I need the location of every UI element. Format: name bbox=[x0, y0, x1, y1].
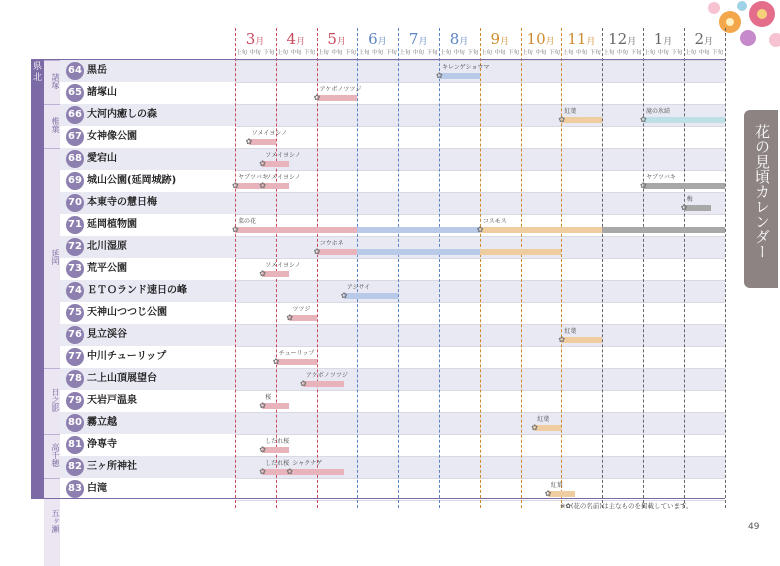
month-header bbox=[643, 30, 683, 48]
decade-label: 中旬 bbox=[331, 50, 343, 56]
flower-icon: ✿ bbox=[286, 467, 294, 476]
flower-label: アケボノツツジ bbox=[306, 372, 348, 379]
month-divider bbox=[480, 28, 481, 508]
month-divider bbox=[357, 28, 358, 508]
flower-label: ツツジ bbox=[292, 306, 311, 313]
flower-label: 紅葉 bbox=[550, 482, 563, 489]
decade-label: 中旬 bbox=[290, 50, 302, 56]
month-unit: 月 bbox=[627, 37, 637, 47]
decade-label: 下旬 bbox=[712, 50, 724, 56]
subregion-label: 高千穂 bbox=[51, 442, 60, 467]
bloom-bar bbox=[480, 227, 602, 233]
month-unit: 月 bbox=[500, 37, 510, 47]
flower-label: ソメイヨシノ bbox=[251, 130, 288, 137]
bloom-bar bbox=[317, 95, 358, 101]
month-header bbox=[317, 30, 357, 48]
spot-number: 70 bbox=[66, 194, 84, 212]
table-row bbox=[60, 368, 725, 390]
decade-label: 中旬 bbox=[372, 50, 384, 56]
month-unit: 月 bbox=[704, 37, 714, 47]
flower-label: ソメイヨシノ bbox=[265, 262, 301, 269]
month-header bbox=[561, 30, 601, 48]
spot-number: 66 bbox=[66, 106, 84, 124]
bloom-bar bbox=[548, 491, 575, 497]
spot-name: 天神山つつじ公園 bbox=[87, 307, 167, 318]
flower-icon: ✿ bbox=[558, 115, 566, 124]
spot-name: 諸塚山 bbox=[87, 87, 117, 98]
flower-label: キレンゲショウマ bbox=[442, 64, 490, 71]
spot-number: 74 bbox=[66, 282, 84, 300]
table-top-border bbox=[31, 59, 725, 60]
flower-label: ヤブツバキ bbox=[238, 174, 268, 181]
month-number: 9 bbox=[490, 30, 501, 48]
spot-name: 二上山頂展望台 bbox=[87, 373, 157, 384]
decade-label: 下旬 bbox=[344, 50, 356, 56]
region-strip bbox=[31, 60, 44, 498]
spot-name: 見立渓谷 bbox=[87, 329, 127, 340]
bloom-bar bbox=[276, 359, 317, 365]
decade-label: 上旬 bbox=[358, 50, 370, 56]
spot-number: 73 bbox=[66, 260, 84, 278]
bloom-bar bbox=[357, 249, 479, 255]
bloom-bar bbox=[262, 469, 289, 475]
bloom-bar bbox=[534, 425, 561, 431]
flower-icon: ✿ bbox=[259, 181, 266, 190]
spot-number: 78 bbox=[66, 370, 84, 388]
flower-icon: ✿ bbox=[544, 489, 552, 498]
month-header bbox=[439, 30, 479, 48]
spot-number: 82 bbox=[66, 458, 84, 476]
decade-label: 上旬 bbox=[480, 50, 492, 56]
month-header bbox=[276, 30, 316, 48]
bloom-bar bbox=[643, 183, 725, 189]
flower-icon: ✿ bbox=[286, 313, 294, 322]
spot-number: 83 bbox=[66, 480, 84, 498]
decade-label: 中旬 bbox=[657, 50, 669, 56]
month-header bbox=[398, 30, 438, 48]
flower-icon: ✿ bbox=[232, 181, 239, 190]
spot-name: 中川チューリップ bbox=[87, 351, 167, 362]
decade-label: 中旬 bbox=[494, 50, 506, 56]
bloom-bar bbox=[262, 447, 289, 453]
subregion-label: 諸塚 bbox=[51, 73, 60, 89]
spot-name: 三ヶ所神社 bbox=[87, 461, 137, 472]
flower-label: 滝の氷結 bbox=[646, 108, 671, 115]
spot-name: 延岡植物園 bbox=[87, 219, 137, 230]
spot-name: 荒平公園 bbox=[87, 263, 127, 274]
flower-label: コウホネ bbox=[319, 240, 344, 247]
flower-label: ソメイヨシノ bbox=[265, 152, 301, 159]
month-number: 5 bbox=[327, 30, 337, 48]
spot-number: 81 bbox=[66, 436, 84, 454]
flower-icon: ✿ bbox=[340, 291, 348, 300]
footnote: ※✿(花の名前)は主なものを掲載しています。 bbox=[560, 502, 693, 510]
month-number: 12 bbox=[608, 30, 628, 48]
spot-name: 愛宕山 bbox=[87, 153, 117, 164]
decade-label: 下旬 bbox=[467, 50, 479, 56]
decade-label: 上旬 bbox=[399, 50, 411, 56]
flower-icon: ✿ bbox=[300, 379, 307, 388]
month-header bbox=[357, 30, 397, 48]
flower-label: 紅葉 bbox=[564, 328, 577, 335]
flower-icon: ✿ bbox=[259, 445, 266, 454]
flower-icon: ✿ bbox=[476, 225, 484, 234]
decade-label: 下旬 bbox=[671, 50, 683, 56]
decade-label: 上旬 bbox=[317, 50, 329, 56]
bloom-bar bbox=[439, 73, 480, 79]
table-row bbox=[60, 60, 725, 82]
month-number: 3 bbox=[245, 30, 256, 48]
flower-icon: ✿ bbox=[436, 71, 443, 80]
month-unit: 月 bbox=[336, 37, 346, 47]
flower-label: アジサイ bbox=[346, 284, 371, 291]
flower-label: ソメイヨシノ bbox=[265, 174, 301, 181]
month-divider bbox=[521, 28, 522, 508]
table-bottom-border bbox=[31, 498, 725, 499]
spot-number: 71 bbox=[66, 216, 84, 234]
flower-icon: ✿ bbox=[313, 247, 321, 256]
spot-name: 黒岳 bbox=[87, 65, 107, 76]
flower-label: しだれ桜 bbox=[265, 460, 290, 467]
decade-label: 中旬 bbox=[249, 50, 261, 56]
bloom-bar bbox=[262, 161, 289, 167]
bloom-bar bbox=[249, 139, 276, 145]
decade-label: 中旬 bbox=[535, 50, 547, 56]
decade-label: 中旬 bbox=[616, 50, 628, 56]
month-unit: 月 bbox=[296, 37, 306, 47]
month-divider bbox=[602, 28, 603, 508]
flower-label: コスモス bbox=[482, 218, 507, 225]
flower-icon: ✿ bbox=[313, 93, 321, 102]
bloom-bar bbox=[262, 271, 289, 277]
subregion-label: 椎葉 bbox=[51, 117, 60, 133]
spot-name: ＥＴＯランド速日の峰 bbox=[87, 285, 187, 296]
flower-icon: ✿ bbox=[232, 225, 239, 234]
flower-icon: ✿ bbox=[640, 181, 647, 190]
subregion-label: 延岡 bbox=[51, 249, 60, 265]
decade-label: 下旬 bbox=[508, 50, 520, 56]
month-number: 7 bbox=[408, 30, 419, 48]
subregion-label: 日之影 bbox=[51, 387, 60, 412]
flower-icon: ✿ bbox=[259, 401, 266, 410]
month-header bbox=[235, 30, 275, 48]
spot-number: 67 bbox=[66, 128, 84, 146]
flower-icon: ✿ bbox=[531, 423, 538, 432]
table-row bbox=[60, 324, 725, 346]
spot-name: 浄専寺 bbox=[87, 439, 117, 450]
flower-label: 桜 bbox=[265, 394, 272, 401]
flower-label: ヤブツバキ bbox=[646, 174, 676, 181]
table-row bbox=[60, 126, 725, 148]
bloom-bar bbox=[262, 183, 289, 189]
bloom-bar bbox=[289, 315, 316, 321]
month-number: 4 bbox=[286, 30, 297, 48]
decade-label: 上旬 bbox=[562, 50, 574, 56]
month-unit: 月 bbox=[459, 37, 469, 47]
bloom-bar bbox=[561, 117, 602, 123]
spot-number: 68 bbox=[66, 150, 84, 168]
spot-name: 大河内癒しの森 bbox=[87, 109, 157, 120]
flower-icon: ✿ bbox=[680, 203, 688, 212]
flower-label: 紅葉 bbox=[564, 108, 577, 115]
decade-label: 下旬 bbox=[426, 50, 438, 56]
bloom-bar bbox=[480, 249, 562, 255]
table-row bbox=[60, 412, 725, 434]
month-divider bbox=[398, 28, 399, 508]
month-unit: 月 bbox=[586, 37, 596, 47]
decade-label: 中旬 bbox=[698, 50, 710, 56]
spot-name: 女神像公園 bbox=[87, 131, 137, 142]
decade-label: 下旬 bbox=[630, 50, 642, 56]
flower-icon: ✿ bbox=[558, 335, 566, 344]
flower-icon: ✿ bbox=[259, 159, 266, 168]
flower-label: 紅葉 bbox=[537, 416, 550, 423]
decade-label: 上旬 bbox=[236, 50, 248, 56]
month-header bbox=[480, 30, 520, 48]
month-header bbox=[521, 30, 561, 48]
spot-name: 城山公園(延岡城跡) bbox=[87, 175, 177, 186]
table-row bbox=[60, 258, 725, 280]
month-divider bbox=[235, 28, 236, 508]
decade-label: 上旬 bbox=[276, 50, 288, 56]
spot-number: 64 bbox=[66, 62, 84, 80]
spot-name: 白滝 bbox=[87, 483, 107, 494]
month-header bbox=[684, 30, 724, 48]
spot-number: 72 bbox=[66, 238, 84, 256]
subregion-label: 五ヶ瀬 bbox=[51, 508, 60, 533]
spot-name: 霧立越 bbox=[87, 417, 117, 428]
page-title: 花の見頃カレンダー bbox=[753, 124, 771, 259]
month-divider bbox=[725, 28, 726, 508]
spot-number: 75 bbox=[66, 304, 84, 322]
bloom-bar bbox=[344, 293, 398, 299]
decade-label: 下旬 bbox=[263, 50, 275, 56]
month-unit: 月 bbox=[255, 37, 265, 47]
month-unit: 月 bbox=[545, 37, 555, 47]
month-divider bbox=[439, 28, 440, 508]
page-number: 49 bbox=[748, 522, 760, 532]
month-unit: 月 bbox=[663, 37, 673, 47]
spot-number: 76 bbox=[66, 326, 84, 344]
bloom-bar bbox=[684, 205, 711, 211]
month-number: 6 bbox=[368, 30, 378, 48]
decade-label: 上旬 bbox=[684, 50, 696, 56]
month-number: 11 bbox=[567, 30, 587, 48]
flower-icon: ✿ bbox=[245, 137, 253, 146]
decade-label: 上旬 bbox=[603, 50, 615, 56]
decade-label: 下旬 bbox=[589, 50, 601, 56]
table-row bbox=[60, 82, 725, 104]
flower-label: アケボノツツジ bbox=[319, 86, 362, 93]
flower-label: チューリップ bbox=[278, 350, 315, 357]
decade-label: 中旬 bbox=[576, 50, 588, 56]
decade-label: 中旬 bbox=[453, 50, 465, 56]
spot-number: 80 bbox=[66, 414, 84, 432]
flower-label: シャクナゲ bbox=[292, 460, 323, 467]
bloom-bar bbox=[289, 469, 343, 475]
decade-label: 下旬 bbox=[304, 50, 316, 56]
decade-label: 下旬 bbox=[385, 50, 397, 56]
spot-name: 北川湿原 bbox=[87, 241, 127, 252]
table-row bbox=[60, 104, 725, 126]
flower-label: しだれ桜 bbox=[265, 438, 290, 445]
region-label: 県北 bbox=[32, 62, 42, 83]
bloom-bar bbox=[357, 227, 479, 233]
table-row bbox=[60, 192, 725, 214]
spot-number: 77 bbox=[66, 348, 84, 366]
flower-label: 菜の花 bbox=[238, 218, 257, 225]
flower-label: 梅 bbox=[686, 196, 693, 203]
decade-label: 上旬 bbox=[521, 50, 533, 56]
flower-icon: ✿ bbox=[272, 357, 280, 366]
decade-label: 下旬 bbox=[548, 50, 560, 56]
table-row bbox=[60, 478, 725, 500]
spot-name: 本東寺の慧日梅 bbox=[87, 197, 157, 208]
bloom-bar bbox=[262, 403, 289, 409]
month-unit: 月 bbox=[418, 37, 428, 47]
table-row bbox=[60, 434, 725, 456]
bloom-bar bbox=[561, 337, 602, 343]
flower-icon: ✿ bbox=[640, 115, 647, 124]
bloom-bar bbox=[303, 381, 344, 387]
bloom-bar bbox=[643, 117, 725, 123]
month-divider bbox=[561, 28, 562, 508]
spot-number: 65 bbox=[66, 84, 84, 102]
table-row bbox=[60, 456, 725, 478]
bloom-bar bbox=[602, 227, 724, 233]
decade-label: 上旬 bbox=[440, 50, 452, 56]
spot-number: 69 bbox=[66, 172, 84, 190]
table-row bbox=[60, 148, 725, 170]
spot-number: 79 bbox=[66, 392, 84, 410]
bloom-bar bbox=[317, 249, 358, 255]
month-divider bbox=[684, 28, 685, 508]
bloom-bar bbox=[235, 183, 262, 189]
month-number: 2 bbox=[694, 30, 705, 48]
decade-label: 上旬 bbox=[644, 50, 656, 56]
decade-label: 中旬 bbox=[412, 50, 424, 56]
month-number: 1 bbox=[653, 30, 664, 48]
bloom-bar bbox=[235, 227, 357, 233]
month-divider bbox=[643, 28, 644, 508]
month-unit: 月 bbox=[377, 37, 387, 47]
month-number: 10 bbox=[526, 30, 546, 48]
table-row bbox=[60, 390, 725, 412]
flower-icon: ✿ bbox=[259, 467, 266, 476]
month-number: 8 bbox=[449, 30, 460, 48]
month-header bbox=[602, 30, 642, 48]
spot-name: 天岩戸温泉 bbox=[87, 395, 137, 406]
flower-icon: ✿ bbox=[259, 269, 266, 278]
